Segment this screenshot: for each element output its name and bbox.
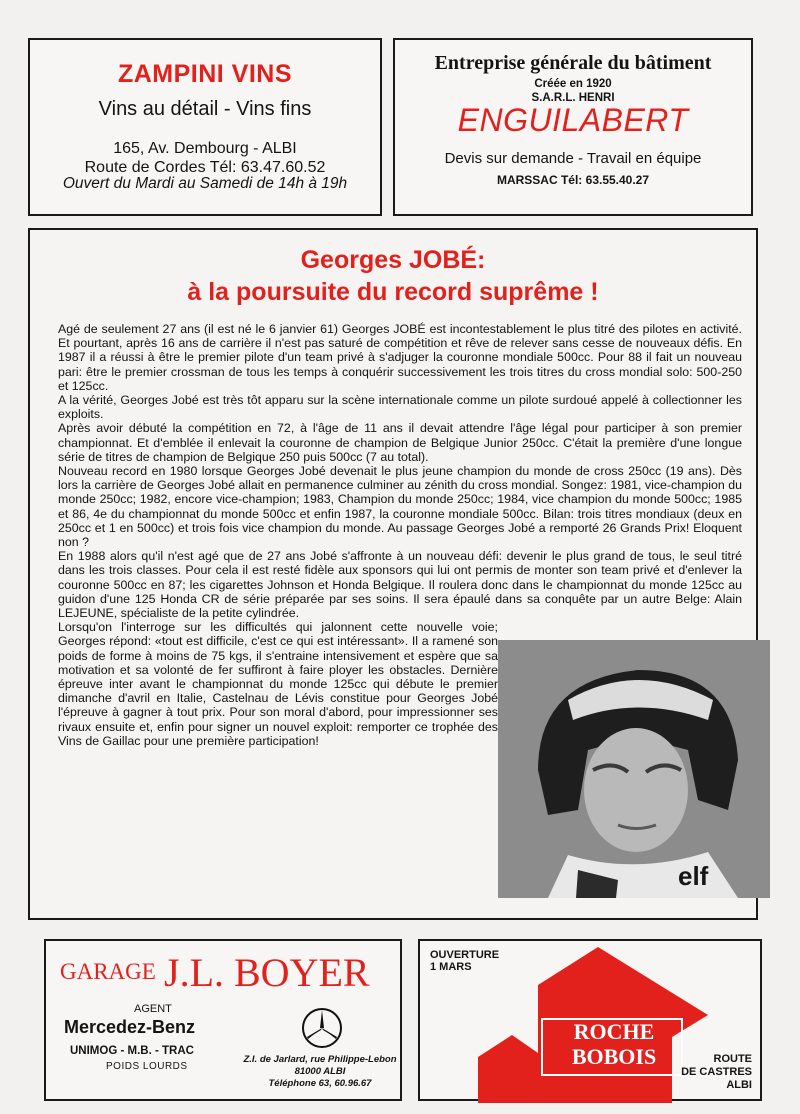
article-paragraph: Lorsqu'on l'interroge sur les difficultés qui jalonnent cette nouvelle voie; Georges répond: «tout est difficile, c'est ce qui est intéressant». Il a ramené son poids de forme à moins de 75 kgs, il s'entraine intensivement et espère que sa motivation et sa volonté de fer suffiront à faire ployer les obstacles. Dernière épreuve inter avant le championnat du monde 125cc qui débute le premier dimanche d'avril en Italie, Castelnau de Lévis constitue pour Georges Jobé l'épreuve à gagner à tout prix. Pour son moral d'abord, pour impressionner ses rivaux ensuite et, enfin pour signer un nouvel exploit: remporter ce trophée des Vins de Gaillac pour une première participation! (58, 620, 498, 748)
ad-route-line: Route de Cordes Tél: 63.47.60.52 (84, 159, 326, 176)
ad-title: Entreprise générale du bâtiment (434, 52, 712, 74)
roche-logo-line1: ROCHE (573, 1019, 655, 1044)
ad-route (681, 1053, 752, 1092)
mercedes-star-icon (301, 1007, 343, 1049)
ad-address (30, 139, 380, 177)
ad-zampini-vins (28, 38, 382, 216)
ad-opening-line: OUVERTURE (430, 949, 500, 961)
ad-unimog: UNIMOG - M.B. - TRAC (70, 1045, 194, 1057)
ad-zi: Z.I. de Jarlard, rue Philippe-Lebon (243, 1054, 397, 1065)
article-title-line1: Georges JOBÉ: (300, 246, 486, 274)
ad-agent: AGENT (134, 1003, 172, 1015)
article-paragraph: Après avoir débuté la compétition en 72, à l'âge de 11 ans il devait attendre l'âge légal pour participer à son premier championnat. Et d'emblée il enlevait la couronne de champion de Belgique Junior 250cc. C'était la première d'une longue série de titres de champion de Belgique 250 puis 500cc (7 au total). (58, 421, 742, 464)
article-paragraph: En 1988 alors qu'il n'est agé que de 27 ans Jobé s'affronte à un nouveau défi: devenir le plus grand de tous, le seul titré dans les trois classes. Pour cela il est resté fidèle aux sponsors qui lui ont permis de monter son team privé et d'enlever la couronne 500cc en 87; les cigarettes Johnson et Honda Belgique. Il roulera donc dans le championnat du monde 125cc au guidon d'une 125 Honda CR de série préparée par ses soins. Il sera épaulé dans sa conquête par un autre Belge: Alain LEJEUNE, spécialiste de la petite cylindrée. (58, 549, 742, 621)
ad-company: S.A.R.L. HENRI (531, 92, 615, 104)
ad-brand: J.L. BOYER (164, 950, 370, 995)
ad-founded: Créée en 1920 (534, 78, 612, 90)
ad-garage-label: GARAGE (60, 959, 156, 984)
rider-illustration (498, 640, 770, 898)
ad-brand: ZAMPINI VINS (117, 60, 293, 88)
article-paragraph: Nouveau record en 1980 lorsque Georges Jobé devenait le plus jeune champion du monde de cross 250cc (19 ans). Dès lors la carrière de Georges Jobé allait en permanence culminer au zénith du cross mondial. Songez: 1981, vice-champion du monde 250cc; 1982, encore vice-champion; 1983, Champion du monde 250cc; 1984, vice champion du monde 500cc; 1985 et 86, 4e du championnat du monde 500cc et enfin 1987, la couronne mondiale 500cc. Bilan: trois titres mondiaux (deux en 250cc et 1 en 500cc) et trois fois vice champion du monde. Au passage Georges Jobé a remporté 26 Grands Prix! Eloquent non ? (58, 464, 742, 550)
ad-route-city: ALBI (726, 1079, 752, 1091)
ad-garage-boyer (44, 939, 402, 1101)
ad-tagline: Vins au détail - Vins fins (98, 98, 312, 120)
ad-city: 81000 ALBI (294, 1066, 346, 1077)
photo-georges-jobe (498, 640, 770, 898)
ad-route-line: DE CASTRES (681, 1066, 752, 1078)
ad-services: Devis sur demande - Travail en équipe (444, 150, 702, 167)
ad-address-line: 165, Av. Dembourg - ALBI (113, 140, 297, 157)
article-jobe (28, 228, 758, 920)
ad-phone: Téléphone 63, 60.96.67 (268, 1078, 372, 1089)
article-paragraph: Agé de seulement 27 ans (il est né le 6 janvier 61) Georges JOBÉ est incontestablement le plus titré des pilotes en activité. Et pourtant, après 16 ans de carrière il n'est pas saturé de compétition et rêve de relever sans cesse de nouveaux défis. En 1987 il a réussi à être le premier pilote d'un team privé à s'adjuger la couronne mondiale 500cc. Pour 88 il fait un nouveau pari: être le premier crossman de tous les temps à conquérir successivement les trois titres du cross mondial solo: 500-250 et 125cc. (58, 322, 742, 393)
ad-address (242, 1054, 398, 1090)
ad-brand: ENGUILABERT (457, 102, 689, 138)
ad-poids-lourds: POIDS LOURDS (106, 1061, 188, 1072)
article-title-line2: à la poursuite du record suprême ! (187, 278, 599, 306)
article-paragraph: A la vérité, Georges Jobé est très tôt apparu sur la scène internationale comme un pilote surdoué appelé à collectionner les exploits. (58, 393, 742, 422)
ad-hours: Ouvert du Mardi au Samedi de 14h à 19h (62, 175, 348, 192)
ad-phone: MARSSAC Tél: 63.55.40.27 (496, 173, 650, 187)
ad-opening-date: 1 MARS (430, 961, 472, 973)
ad-mercedes: Mercedez-Benz (64, 1017, 196, 1037)
jersey-text: elf (678, 861, 709, 891)
roche-logo-line2: BOBOIS (571, 1044, 657, 1069)
ad-roche-bobois (418, 939, 762, 1101)
ad-enguilabert (393, 38, 753, 216)
ad-route-line: ROUTE (713, 1053, 752, 1065)
